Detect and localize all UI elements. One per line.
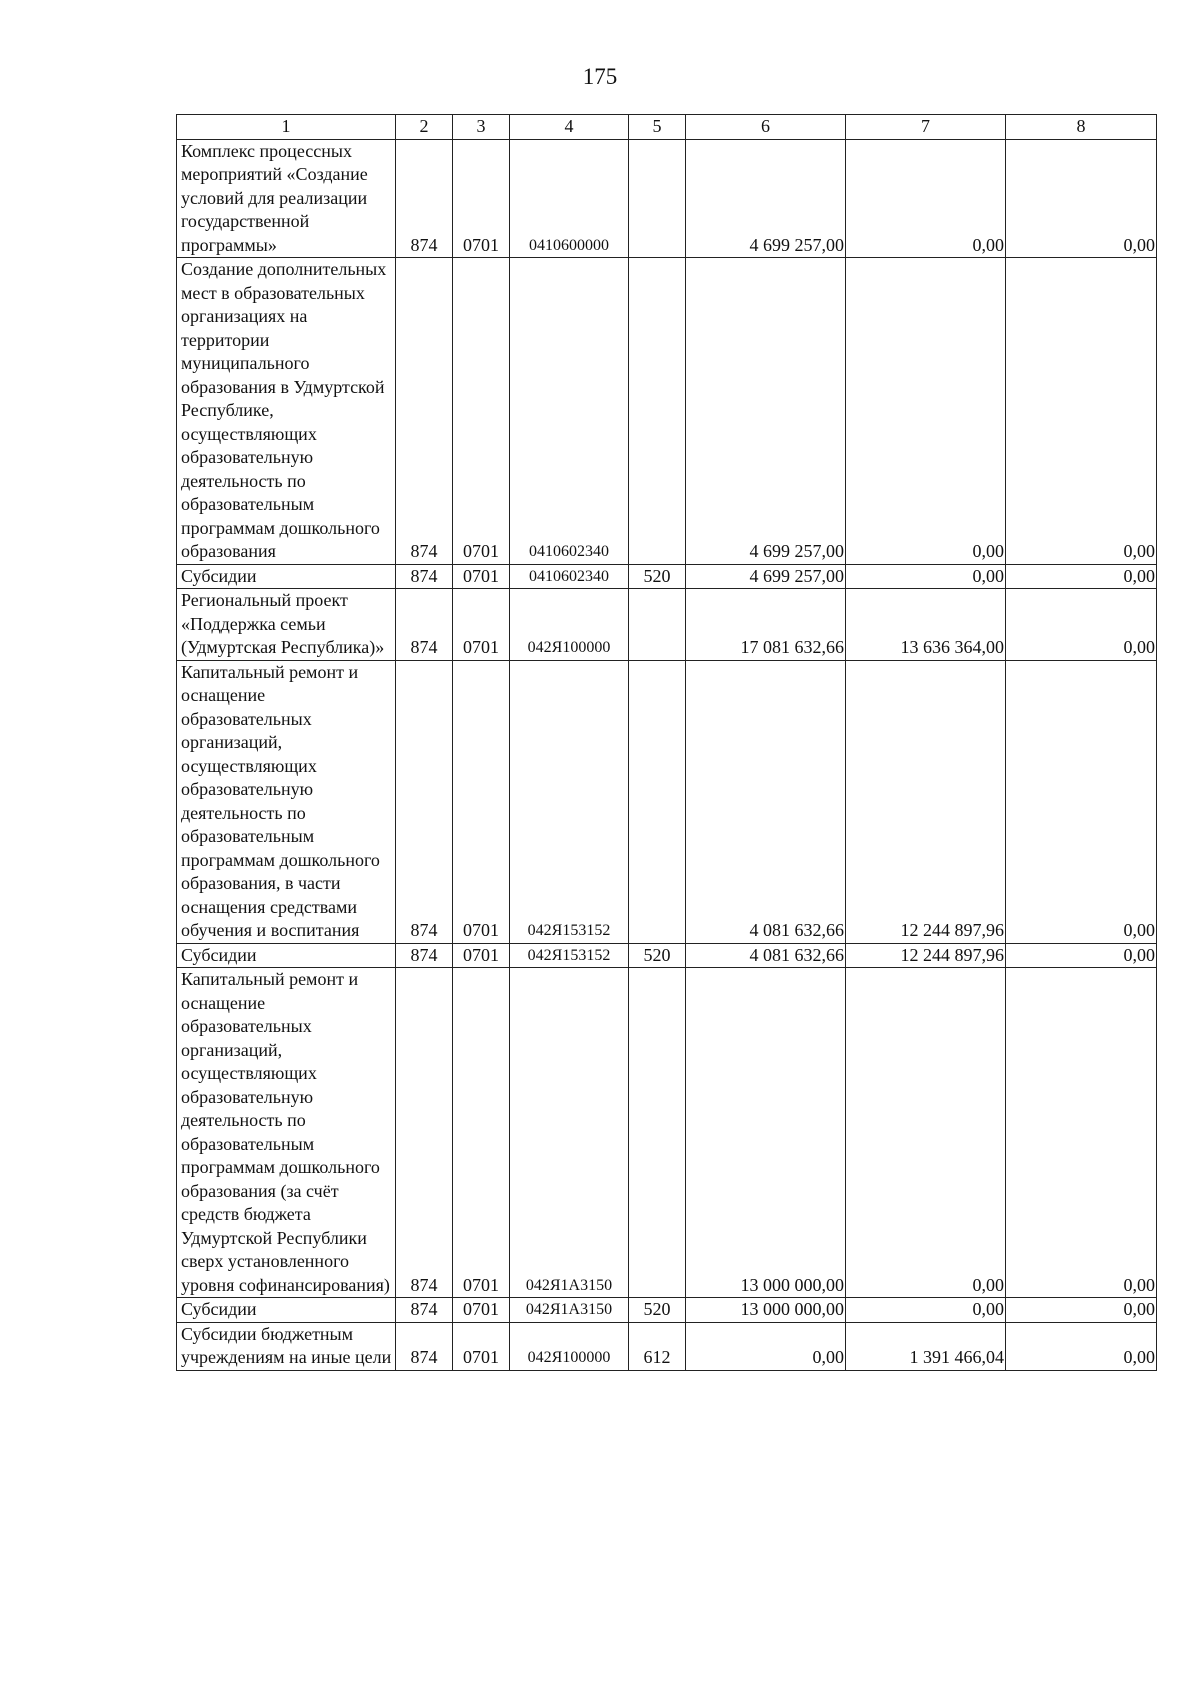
row-name: Субсидии [177, 943, 396, 968]
cell-expense-type: 520 [629, 564, 686, 589]
cell-target-code: 042Я100000 [510, 1322, 629, 1370]
cell-amount-col6: 17 081 632,66 [686, 589, 846, 661]
cell-section: 0701 [453, 943, 510, 968]
row-name: Капитальный ремонт и оснащение образовательных организаций, осуществляющих образовательную деятельность по образовательным программам дошкольного образования (за счёт средств бюджета Удмуртской Республики сверх установленного уровня софинансирования) [177, 968, 396, 1298]
cell-amount-col8: 0,00 [1006, 968, 1157, 1298]
header-cell: 1 [177, 115, 396, 140]
cell-amount-col7: 13 636 364,00 [846, 589, 1006, 661]
cell-amount-col8: 0,00 [1006, 564, 1157, 589]
cell-ministry: 874 [396, 1322, 453, 1370]
table-row [177, 1298, 1157, 1323]
cell-expense-type [629, 968, 686, 1298]
cell-section: 0701 [453, 139, 510, 258]
cell-target-code: 0410602340 [510, 564, 629, 589]
cell-expense-type [629, 660, 686, 943]
table-row [177, 564, 1157, 589]
cell-amount-col6: 0,00 [686, 1322, 846, 1370]
header-cell: 4 [510, 115, 629, 140]
cell-section: 0701 [453, 660, 510, 943]
cell-ministry: 874 [396, 968, 453, 1298]
table-row [177, 258, 1157, 565]
cell-section: 0701 [453, 258, 510, 565]
cell-target-code: 042Я1А3150 [510, 968, 629, 1298]
row-name: Субсидии бюджетным учреждениям на иные цели [177, 1322, 396, 1370]
cell-amount-col8: 0,00 [1006, 258, 1157, 565]
cell-target-code: 0410600000 [510, 139, 629, 258]
header-row [177, 115, 1157, 140]
row-name: Субсидии [177, 1298, 396, 1323]
header-cell: 5 [629, 115, 686, 140]
cell-target-code: 0410602340 [510, 258, 629, 565]
row-name: Субсидии [177, 564, 396, 589]
row-name: Создание дополнительных мест в образовательных организациях на территории муниципального образования в Удмуртской Республике, осуществляющих образовательную деятельность по образовательным программам дошкольного образования [177, 258, 396, 565]
cell-amount-col6: 13 000 000,00 [686, 1298, 846, 1323]
cell-amount-col6: 4 699 257,00 [686, 139, 846, 258]
cell-amount-col7: 0,00 [846, 258, 1006, 565]
cell-amount-col6: 4 081 632,66 [686, 660, 846, 943]
cell-section: 0701 [453, 968, 510, 1298]
cell-amount-col8: 0,00 [1006, 139, 1157, 258]
cell-ministry: 874 [396, 258, 453, 565]
header-cell: 6 [686, 115, 846, 140]
row-name: Региональный проект «Поддержка семьи (Удмуртская Республика)» [177, 589, 396, 661]
table-row [177, 943, 1157, 968]
cell-expense-type: 520 [629, 1298, 686, 1323]
cell-ministry: 874 [396, 660, 453, 943]
cell-amount-col7: 1 391 466,04 [846, 1322, 1006, 1370]
cell-amount-col8: 0,00 [1006, 1322, 1157, 1370]
header-cell: 7 [846, 115, 1006, 140]
cell-ministry: 874 [396, 589, 453, 661]
cell-expense-type: 520 [629, 943, 686, 968]
table-row [177, 589, 1157, 661]
header-cell: 2 [396, 115, 453, 140]
cell-ministry: 874 [396, 1298, 453, 1323]
row-name: Капитальный ремонт и оснащение образовательных организаций, осуществляющих образовательную деятельность по образовательным программам дошкольного образования, в части оснащения средствами обучения и воспитания [177, 660, 396, 943]
cell-section: 0701 [453, 589, 510, 661]
table-row [177, 968, 1157, 1298]
cell-target-code: 042Я153152 [510, 660, 629, 943]
cell-amount-col7: 0,00 [846, 968, 1006, 1298]
cell-target-code: 042Я1А3150 [510, 1298, 629, 1323]
cell-ministry: 874 [396, 564, 453, 589]
cell-ministry: 874 [396, 943, 453, 968]
header-cell: 3 [453, 115, 510, 140]
table-row [177, 1322, 1157, 1370]
cell-expense-type [629, 589, 686, 661]
cell-section: 0701 [453, 1322, 510, 1370]
cell-amount-col8: 0,00 [1006, 1298, 1157, 1323]
cell-section: 0701 [453, 1298, 510, 1323]
cell-amount-col6: 13 000 000,00 [686, 968, 846, 1298]
cell-target-code: 042Я153152 [510, 943, 629, 968]
cell-expense-type: 612 [629, 1322, 686, 1370]
cell-target-code: 042Я100000 [510, 589, 629, 661]
header-cell: 8 [1006, 115, 1157, 140]
cell-amount-col8: 0,00 [1006, 943, 1157, 968]
cell-amount-col8: 0,00 [1006, 589, 1157, 661]
table-row [177, 660, 1157, 943]
cell-expense-type [629, 258, 686, 565]
budget-table [176, 114, 1157, 1371]
cell-amount-col7: 0,00 [846, 139, 1006, 258]
cell-expense-type [629, 139, 686, 258]
cell-ministry: 874 [396, 139, 453, 258]
cell-amount-col8: 0,00 [1006, 660, 1157, 943]
cell-amount-col7: 0,00 [846, 1298, 1006, 1323]
cell-section: 0701 [453, 564, 510, 589]
table-row [177, 139, 1157, 258]
page-number: 175 [582, 64, 618, 89]
cell-amount-col7: 12 244 897,96 [846, 660, 1006, 943]
cell-amount-col6: 4 081 632,66 [686, 943, 846, 968]
cell-amount-col6: 4 699 257,00 [686, 564, 846, 589]
row-name: Комплекс процессных мероприятий «Создание условий для реализации государственной программы» [177, 139, 396, 258]
cell-amount-col7: 0,00 [846, 564, 1006, 589]
cell-amount-col6: 4 699 257,00 [686, 258, 846, 565]
cell-amount-col7: 12 244 897,96 [846, 943, 1006, 968]
